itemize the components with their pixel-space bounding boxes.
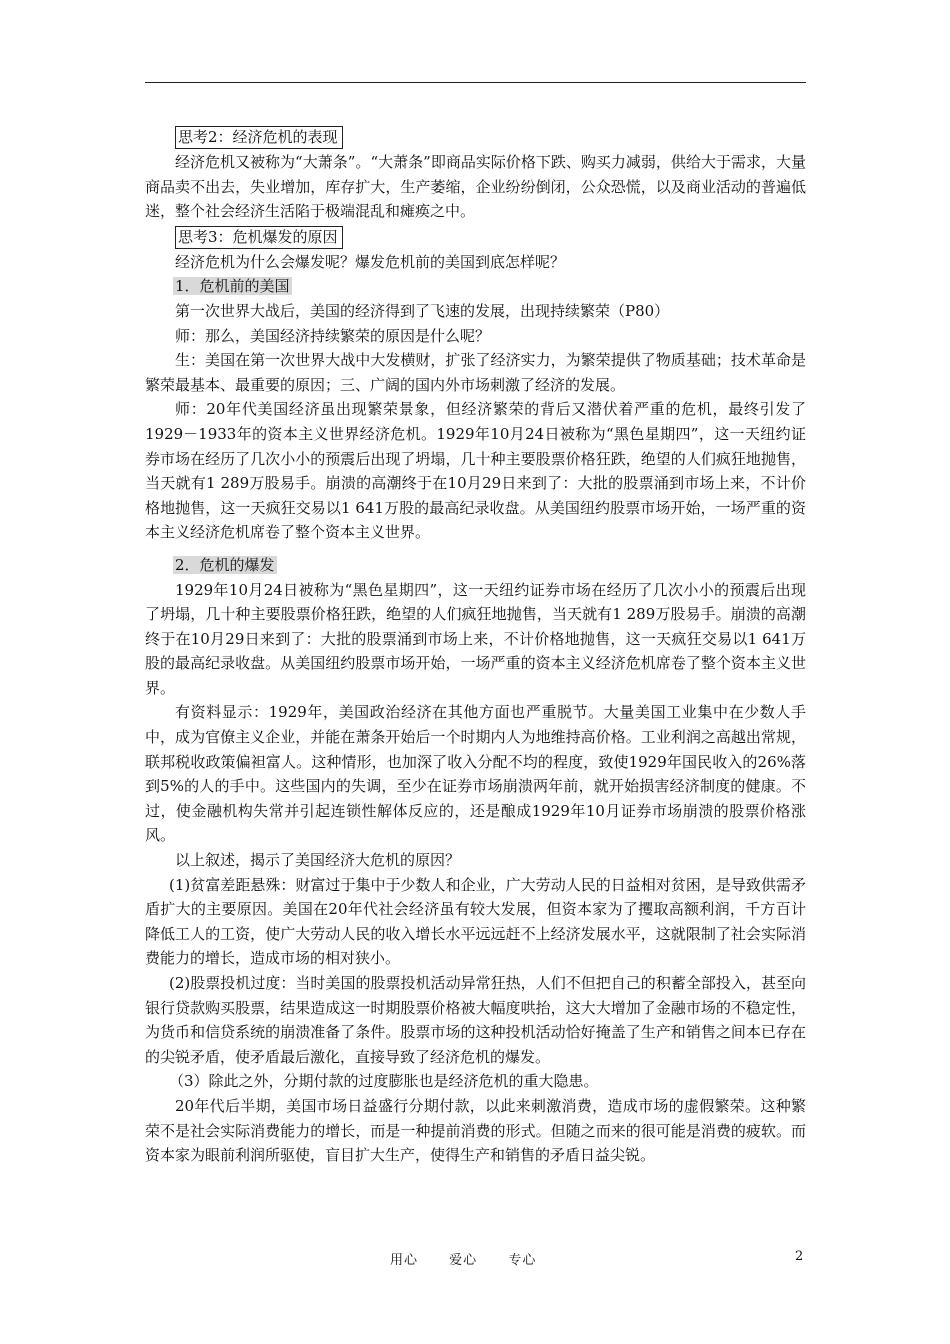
heading-think3-line xyxy=(145,224,806,250)
section1-paragraph: 师：那么，美国经济持续繁荣的原因是什么呢？ xyxy=(175,326,491,345)
section2-paragraph: 1929年10月24日被称为“黑色星期四”，这一天纽约证券市场在经历了几次小小的预震后出现了坍塌，几十种主要股票价格狂跌，绝望的人们疯狂地抛售，当天就有1 289万股易手。崩溃的高潮终于在10月29日来到了：大批的股票涌到市场上来，不计价格地抛售，这一天疯狂交易以1 641万股的最高纪录收盘。从美国纽约股票市场开始，一场严重的资本主义经济危机席卷了整个资本主义世界。 xyxy=(145,580,806,697)
footer-motto xyxy=(390,1249,562,1268)
heading-think2: 思考2：经济危机的表现 xyxy=(175,126,343,149)
section1-paragraph: 师：20年代美国经济虽出现繁荣景象，但经济繁荣的背后又潜伏着严重的危机，最终引发了1929－1933年的资本主义世界经济危机。1929年10月24日被称为“黑色星期四”，这一天纽约证券市场在经历了几次小小的预震后出现了坍塌，几十种主要股票价格狂跌，绝望的人们疯狂地抛售，当天就有1 289万股易手。崩溃的高潮终于在10月29日来到了：大批的股票涌到市场上来，不计价格地抛售，这一天疯狂交易以1 641万股的最高纪录收盘。从美国纽约股票市场开始，一场严重的资本主义经济危机席卷了整个资本主义世界。 xyxy=(145,400,806,542)
paragraph-think2: 经济危机又被称为“大萧条”。“大萧条”即商品实际价格下跌、购买力减弱，供给大于需求，大量商品卖不出去，失业增加，库存扩大，生产萎缩，企业纷纷倒闭，公众恐慌，以及商业活动的普遍低迷，整个社会经济生活陷于极端混乱和瘫痪之中。 xyxy=(145,153,806,221)
section2-title: 2．危机的爆发 xyxy=(175,555,275,574)
footer-motto-word: 用心 xyxy=(390,1253,419,1268)
footer-motto-word: 专心 xyxy=(508,1253,537,1268)
footer-motto-word: 爱心 xyxy=(449,1253,478,1268)
page-number: 2 xyxy=(795,1249,804,1264)
reason-item: (2)股票投机过度：当时美国的股票投机活动异常狂热，人们不但把自己的积蓄全部投入，甚至向银行贷款购买股票，结果造成这一时期股票价格被大幅度哄抬，这大大增加了金融市场的不稳定性，为货币和信贷系统的崩溃准备了条件。股票市场的这种投机活动恰好掩盖了生产和销售之间本已存在的尖锐矛盾，使矛盾最后激化，直接导致了经济危机的爆发。 xyxy=(145,974,806,1066)
section1-paragraph: 第一次世界大战后，美国的经济得到了飞速的发展，出现持续繁荣（P80） xyxy=(175,301,670,320)
reason-detail: 20年代后半期，美国市场日益盛行分期付款，以此来刺激消费，造成市场的虚假繁荣。这种繁荣不是社会实际消费能力的增长，而是一种提前消费的形式。但随之而来的很可能是消费的疲软。而资本家为眼前利润所驱使，盲目扩大生产，使得生产和销售的矛盾日益尖锐。 xyxy=(145,1096,806,1165)
section2-paragraph: 有资料显示：1929年，美国政治经济在其他方面也严重脱节。大量美国工业集中在少数人手中，成为官僚主义企业，并能在萧条开始后一个时期内人为地维持高价格。工业利润之高越出常规，联邦税收政策偏袒富人。这种情形，也加深了收入分配不均的程度，致使1929年国民收入的26%落到5%的人的手中。这些国内的失调，至少在证券市场崩溃两年前，就开始损害经济制度的健康。不过，使金融机构失常并引起连锁性解体反应的，还是酿成1929年10月证券市场崩溃的股票价格涨风。 xyxy=(145,703,806,845)
section1-paragraph: 生：美国在第一次世界大战中大发横财，扩张了经济实力，为繁荣提供了物质基础；技术革命是繁荣最基本、最重要的原因；三、广阔的国内外市场刺激了经济的发展。 xyxy=(145,351,806,394)
header-rule xyxy=(145,82,806,83)
section2-paragraph: 以上叙述，揭示了美国经济大危机的原因？ xyxy=(175,851,461,870)
section1-title: 1．危机前的美国 xyxy=(175,277,290,296)
heading-think3: 思考3：危机爆发的原因 xyxy=(175,226,343,249)
reason-item: (1)贫富差距悬殊：财富过于集中于少数人和企业，广大劳动人民的日益相对贫困，是导致供需矛盾扩大的主要原因。美国在20年代社会经济虽有较大发展，但资本家为了攫取高额利润，千方百计降低工人的工资，使广大劳动人民的收入增长水平远远赶不上经济发展水平，这就限制了社会实际消费能力的增长，造成市场的相对狭小。 xyxy=(145,875,806,968)
section2-title-line xyxy=(145,553,806,578)
heading-think2-line xyxy=(145,124,806,150)
document-body xyxy=(145,124,806,1168)
paragraph-think3: 经济危机为什么会爆发呢？爆发危机前的美国到底怎样呢？ xyxy=(175,252,566,271)
reason-item: （3）除此之外，分期付款的过度膨胀也是经济危机的重大隐患。 xyxy=(169,1072,599,1091)
section1-title-line xyxy=(145,274,806,299)
